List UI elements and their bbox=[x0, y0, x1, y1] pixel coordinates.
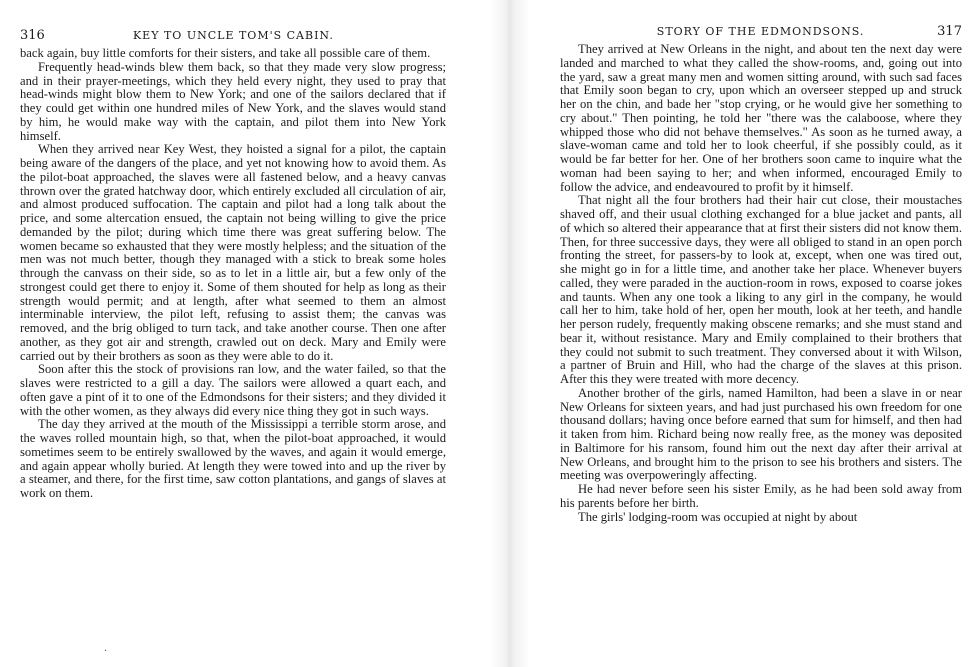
paragraph: That night all the four brothers had their hair cut close, their moustaches shaved off, and their usual clothing exchanged for a blue jacket and pants, all of which so altered their appearance that at first their sisters did not know them. Then, for three successive days, they were all obliged to stand in an open porch fronting the street, for passers-by to look at, except, when one was tired out, she might go in for a little time, and another take her place. Whenever buyers called, they were paraded in the auction-room in rows, exposed to coarse jokes and taunts. When any one took a liking to any girl in the company, he would call her to him, take hold of her, open her mouth, look at her teeth, and handle her person rudely, frequently making obscene remarks; and she must stand and bear it, without resistance. Mary and Emily complained to their brothers that they could not submit to such treatment. They conversed about it with Wilson, a partner of Bruin and Hill, who had the charge of the slaves at this prison. After this they were treated with more decency. bbox=[560, 193, 962, 386]
right-page-number: 317 bbox=[937, 24, 962, 39]
left-page-header bbox=[20, 28, 446, 43]
paragraph: The day they arrived at the mouth of the Mississippi a terrible storm arose, and the waves rolled mountain high, so that, when the pilot-boat approached, it would sometimes seem to be entirely swallowed by the waves, and again it would emerge, and again appear wholly buried. At length they were towed into and up the river by a steamer, and there, for the first time, saw cotton plantations, and gangs of slaves at work on them. bbox=[20, 417, 446, 500]
paragraph: Another brother of the girls, named Hamilton, had been a slave in or near New Orleans for sixteen years, and had just purchased his own freedom for one thousand dollars; having once before earned that sum for himself, and then had it taken from him. Richard being now really free, as the money was deposited in Baltimore for his ransom, found him out the next day after their arrival at New Orleans, and brought him to the prison to see his brothers and sisters. The meeting was overpoweringly affecting. bbox=[560, 385, 962, 483]
left-page-number: 316 bbox=[20, 28, 45, 43]
right-running-head: STORY OF THE EDMONDSONS. bbox=[656, 25, 865, 38]
paragraph: When they arrived near Key West, they hoisted a signal for a pilot, the captain being aware of the dangers of the place, and yet not knowing how to avoid them. As the pilot-boat approached, the slaves were all fastened below, and a heavy canvas thrown over the grated hatchway door, which entirely excluded all circulation of air, and almost produced suffocation. The captain and pilot had a long talk about the price, and some altercation ensued, the captain not being willing to give the price demanded by the pilot; during which time there was great suffering below. The women became so exhausted that they were mostly helpless; and the situation of the men was not much better, though they managed with a stick to break some holes through the canvass on their side, so as to let in a little air, but a few only of the strongest could get there to enjoy it. Some of them shouted for help as long as their strength would permit; and at length, after what seemed to them an almost interminable interview, the pilot left, refusing to assist them; the canvas was removed, and the brig obliged to turn tack, and take another course. Then one after another, as they got air and strength, crawled out on deck. Mary and Emily were carried out by their brothers as soon as they were able to do it. bbox=[20, 142, 446, 363]
paragraph: back again, buy little comforts for their sisters, and take all possible care of them. bbox=[20, 46, 431, 60]
left-running-head: KEY TO UNCLE TOM'S CABIN. bbox=[132, 29, 334, 42]
right-page bbox=[536, 0, 980, 667]
footer-mark: · bbox=[104, 646, 108, 657]
paragraph: The girls' lodging-room was occupied at night by about bbox=[578, 509, 858, 524]
paragraph: He had never before seen his sister Emily, as he had been sold away from his parents before her birth. bbox=[560, 482, 962, 510]
paragraph: Soon after this the stock of provisions ran low, and the water failed, so that the slaves were restricted to a gill a day. The sailors were allowed a quart each, and often gave a pint of it to one of the Edmondsons for their sisters; and they divided it with the other women, as they always did every nice thing they got in such ways. bbox=[20, 362, 446, 418]
paragraph: Frequently head-winds blew them back, so that they made very slow progress; and in their prayer-meetings, which they held every night, they used to pray that head-winds might blow them to New York; and one of the sailors declared that if they could get within one hundred miles of New York, and the slaves would stand by him, he would make way with the captain, and pilot them into New York himself. bbox=[20, 59, 446, 143]
book-gutter bbox=[490, 0, 530, 667]
right-page-body bbox=[560, 43, 962, 524]
right-page-header bbox=[560, 24, 962, 39]
left-page-body bbox=[20, 47, 446, 501]
paragraph: They arrived at New Orleans in the night, and about ten the next day were landed and marched to what they called the show-rooms, and, going out into the yard, saw a great many men and women sitting around, with such sad faces that Emily soon began to cry, upon which an overseer stepped up and struck her on the chin, and bade her "stop crying, or he would give her something to cry about." Then pointing, he told her "there was the calaboose, where they whipped those who did not behave themselves." As soon as he turned away, a slave-woman came and told her to look cheerful, if she possibly could, as it would be far better for her. One of her brothers soon came to inquire what the woman had been saying to her; and when informed, encouraged Emily to follow the advice, and endeavoured to profit by it himself. bbox=[560, 42, 962, 194]
left-page bbox=[0, 0, 480, 667]
